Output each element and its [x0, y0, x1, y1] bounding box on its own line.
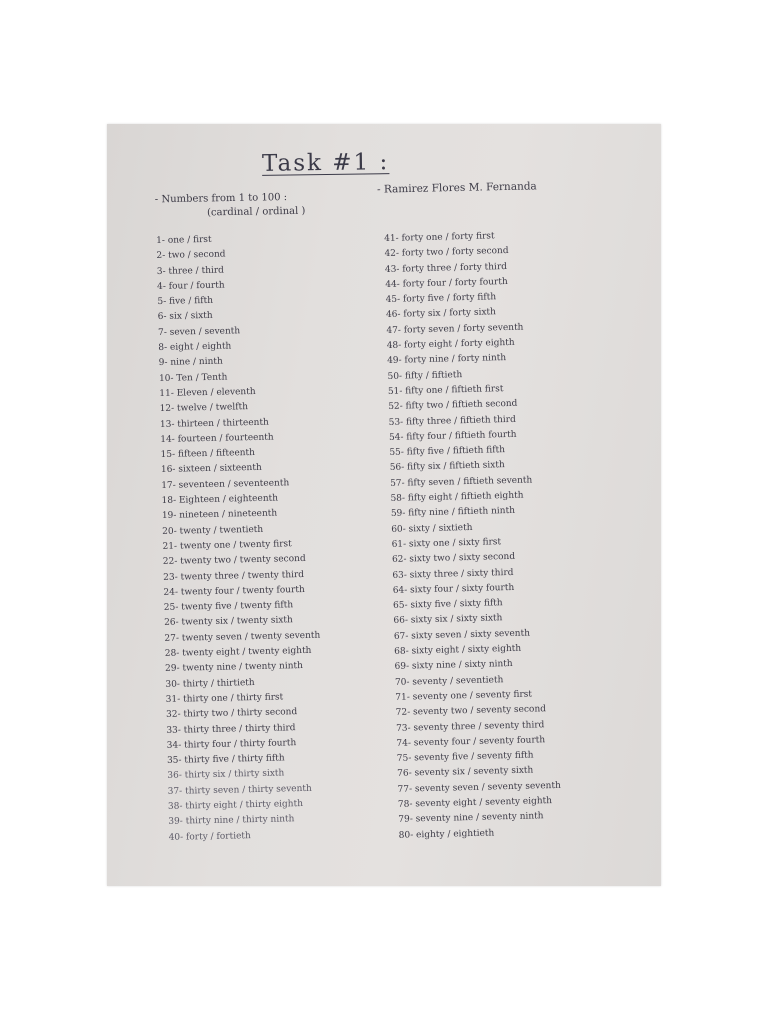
page-title-text: Task #1 :	[261, 149, 390, 177]
list-item: 76- seventy six / seventy sixth	[397, 765, 534, 780]
list-item: 73- seventy three / seventy third	[396, 719, 545, 734]
list-item: 52- fifty two / fiftieth second	[388, 399, 518, 413]
list-item: 12- twelve / twelfth	[159, 402, 249, 415]
list-item: 53- fifty three / fiftieth third	[388, 414, 516, 428]
list-item: 22- twenty two / twenty second	[162, 554, 306, 568]
list-item: 55- fifty five / fiftieth fifth	[389, 445, 506, 459]
list-item: 14- fourteen / fourteenth	[160, 432, 274, 445]
list-item: 20- twenty / twentieth	[162, 524, 264, 537]
list-item: 61- sixty one / sixty first	[391, 537, 502, 550]
list-item: 80- eighty / eightieth	[398, 828, 495, 841]
list-item: 31- thirty one / thirty first	[165, 692, 284, 705]
list-item: 29- twenty nine / twenty ninth	[165, 661, 304, 675]
list-item: 8- eight / eighth	[158, 341, 232, 354]
list-item: 70- seventy / seventieth	[394, 674, 504, 688]
list-item: 77- seventy seven / seventy seventh	[397, 780, 561, 795]
list-item: 46- forty six / forty sixth	[385, 307, 497, 321]
list-item: 56- fifty six / fiftieth sixth	[389, 460, 505, 474]
list-item: 9- nine / ninth	[158, 357, 223, 369]
list-item: 30- thirty / thirtieth	[165, 677, 255, 690]
list-item: 3- three / third	[156, 265, 224, 277]
handwritten-page-photo	[107, 124, 661, 886]
list-item: 69- sixty nine / sixty ninth	[394, 659, 513, 673]
list-item: 57- fifty seven / fiftieth seventh	[390, 475, 533, 489]
list-item: 15- fifteen / fifteenth	[160, 448, 256, 461]
list-item: 62- sixty two / sixty second	[391, 552, 516, 566]
page-title	[262, 149, 390, 177]
list-item: 72- seventy two / seventy second	[395, 704, 547, 719]
list-item: 48- forty eight / forty eighth	[386, 337, 515, 352]
list-item: 33- thirty three / thirty third	[166, 722, 296, 736]
list-item: 79- seventy nine / seventy ninth	[398, 811, 544, 826]
list-item: 47- forty seven / forty seventh	[386, 322, 524, 336]
list-item: 37- thirty seven / thirty seventh	[167, 783, 312, 797]
list-item: 66- sixty six / sixty sixth	[393, 613, 503, 627]
subtitle-line-1: - Numbers from 1 to 100 :	[154, 192, 288, 206]
list-item: 65- sixty five / sixty fifth	[393, 598, 503, 612]
list-item: 64- sixty four / sixty fourth	[392, 582, 515, 596]
list-item: 35- thirty five / thirty fifth	[166, 753, 285, 766]
list-item: 58- fifty eight / fiftieth eighth	[390, 490, 524, 504]
list-item: 51- fifty one / fiftieth first	[387, 384, 504, 397]
list-item: 49- forty nine / forty ninth	[387, 353, 507, 367]
list-item: 2- two / second	[156, 249, 226, 262]
list-item: 40- forty / fortieth	[168, 830, 251, 843]
list-item: 25- twenty five / twenty fifth	[163, 600, 294, 614]
list-item: 54- fifty four / fiftieth fourth	[388, 429, 517, 443]
list-item: 28- twenty eight / twenty eighth	[164, 645, 312, 659]
list-item: 34- thirty four / thirty fourth	[166, 737, 297, 751]
list-item: 63- sixty three / sixty third	[392, 567, 514, 581]
left-number-list	[156, 231, 325, 846]
list-item: 32- thirty two / thirty second	[165, 707, 298, 721]
list-item: 60- sixty / sixtieth	[391, 522, 473, 535]
list-item: 42- forty two / forty second	[384, 246, 509, 260]
list-item: 38- thirty eight / thirty eighth	[167, 799, 304, 812]
subtitle	[155, 191, 306, 222]
list-item: 59- fifty nine / fiftieth ninth	[390, 506, 516, 520]
author-name: - Ramirez Flores M. Fernanda	[376, 180, 537, 196]
list-item: 43- forty three / forty third	[384, 261, 508, 275]
right-number-list	[384, 228, 562, 844]
list-item: 23- twenty three / twenty third	[163, 569, 305, 583]
list-item: 26- twenty six / twenty sixth	[164, 615, 293, 629]
list-item: 5- five / fifth	[157, 296, 214, 308]
list-item: 45- forty five / forty fifth	[385, 292, 497, 306]
list-item: 16- sixteen / sixteenth	[160, 463, 262, 476]
list-item: 36- thirty six / thirty sixth	[167, 768, 285, 782]
list-item: 17- seventeen / seventeenth	[161, 478, 290, 491]
list-item: 67- sixty seven / sixty seventh	[393, 628, 531, 642]
list-item: 11- Eleven / eleventh	[159, 386, 256, 399]
subtitle-line-2: (cardinal / ordinal )	[207, 205, 306, 219]
list-item: 41- forty one / forty first	[384, 231, 495, 244]
list-item: 13- thirteen / thirteenth	[159, 417, 269, 430]
list-item: 10- Ten / Tenth	[158, 372, 228, 384]
list-item: 21- twenty one / twenty first	[162, 539, 292, 552]
list-item: 78- seventy eight / seventy eighth	[397, 796, 553, 810]
list-item: 39- thirty nine / thirty ninth	[168, 814, 295, 828]
list-item: 27- twenty seven / twenty seventh	[164, 630, 321, 644]
list-item: 71- seventy one / seventy first	[395, 689, 533, 703]
list-item: 6- six / sixth	[157, 311, 213, 323]
list-item: 74- seventy four / seventy fourth	[396, 735, 546, 749]
list-item: 18- Eighteen / eighteenth	[161, 493, 279, 506]
list-item: 50- fifty / fiftieth	[387, 369, 463, 382]
list-item: 1- one / first	[156, 234, 212, 246]
list-item: 44- forty four / forty fourth	[385, 276, 508, 290]
list-item: 68- sixty eight / sixty eighth	[394, 643, 522, 657]
list-item: 24- twenty four / twenty fourth	[163, 584, 305, 598]
list-item: 4- four / fourth	[157, 280, 225, 292]
list-item: 7- seven / seventh	[157, 326, 241, 338]
list-item: 19- nineteen / nineteenth	[161, 508, 278, 522]
list-item: 75- seventy five / seventy fifth	[396, 750, 534, 764]
